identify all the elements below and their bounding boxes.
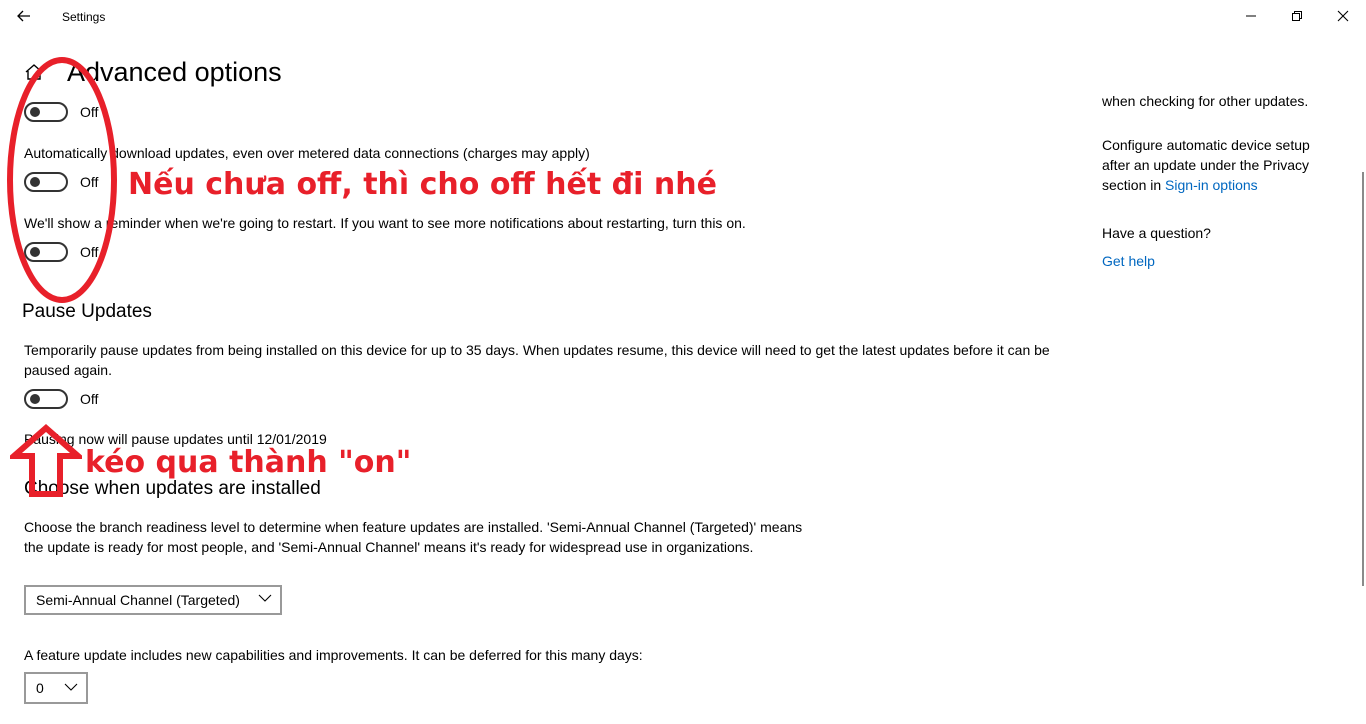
restart-reminder-state: Off bbox=[80, 244, 99, 260]
pause-updates-description: Temporarily pause updates from being installed on this device for up to 35 days. When updates resume, this device will need to get the latest updates before it can be paused again. bbox=[24, 342, 1050, 378]
metered-download-description: Automatically download updates, even over metered data connections (charges may apply) bbox=[24, 145, 590, 161]
restore-icon bbox=[1291, 10, 1303, 22]
choose-updates-heading: Choose when updates are installed bbox=[24, 478, 321, 499]
sign-in-options-link[interactable]: Sign-in options bbox=[1165, 177, 1258, 193]
minimize-button[interactable] bbox=[1228, 0, 1274, 32]
pause-updates-toggle[interactable] bbox=[24, 389, 68, 409]
back-button[interactable] bbox=[14, 6, 34, 26]
feature-defer-description: A feature update includes new capabilities and improvements. It can be deferred for this many days: bbox=[24, 647, 643, 663]
minimize-icon bbox=[1245, 10, 1257, 22]
pause-updates-heading: Pause Updates bbox=[22, 301, 152, 322]
scrollbar[interactable] bbox=[1362, 172, 1364, 586]
device-setup-description: Configure automatic device setup after an update under the Privacy section in bbox=[1102, 137, 1310, 193]
chevron-down-icon bbox=[64, 680, 78, 694]
get-help-link[interactable]: Get help bbox=[1102, 253, 1155, 269]
close-button[interactable] bbox=[1320, 0, 1366, 32]
toggle-knob bbox=[30, 394, 40, 404]
close-icon bbox=[1337, 10, 1349, 22]
question-heading: Have a question? bbox=[1102, 225, 1211, 241]
pause-until-note: Pausing now will pause updates until 12/01/2019 bbox=[24, 431, 327, 447]
chevron-down-icon bbox=[258, 591, 272, 605]
metered-download-state: Off bbox=[80, 174, 99, 190]
toggle-1-state: Off bbox=[80, 104, 99, 120]
annotation-up-arrow bbox=[10, 424, 82, 498]
device-setup-text bbox=[1102, 135, 1332, 195]
branch-readiness-description: Choose the branch readiness level to determine when feature updates are installed. 'Semi-Annual Channel (Targeted)' means the update is ready for most people, and 'Semi-Annual Channel' means it's ready for widespread use in organizations. bbox=[24, 519, 803, 555]
sidebar-top-text: when checking for other updates. bbox=[1102, 93, 1309, 109]
page-title: Advanced options bbox=[67, 57, 282, 87]
restore-button[interactable] bbox=[1274, 0, 1320, 32]
restart-reminder-description: We'll show a reminder when we're going to restart. If you want to see more notifications about restarting, turn this on. bbox=[24, 215, 746, 231]
branch-readiness-select[interactable] bbox=[24, 585, 282, 615]
annotation-arrow-note: kéo qua thành "on" bbox=[85, 445, 412, 480]
annotation-ellipse bbox=[4, 55, 124, 305]
feature-defer-select[interactable] bbox=[24, 672, 88, 704]
window-title: Settings bbox=[62, 10, 106, 24]
feature-defer-value: 0 bbox=[36, 680, 44, 696]
back-arrow-icon bbox=[14, 6, 34, 26]
pause-updates-state: Off bbox=[80, 391, 99, 407]
annotation-top-note: Nếu chưa off, thì cho off hết đi nhé bbox=[128, 167, 717, 202]
branch-readiness-value: Semi-Annual Channel (Targeted) bbox=[36, 592, 240, 608]
